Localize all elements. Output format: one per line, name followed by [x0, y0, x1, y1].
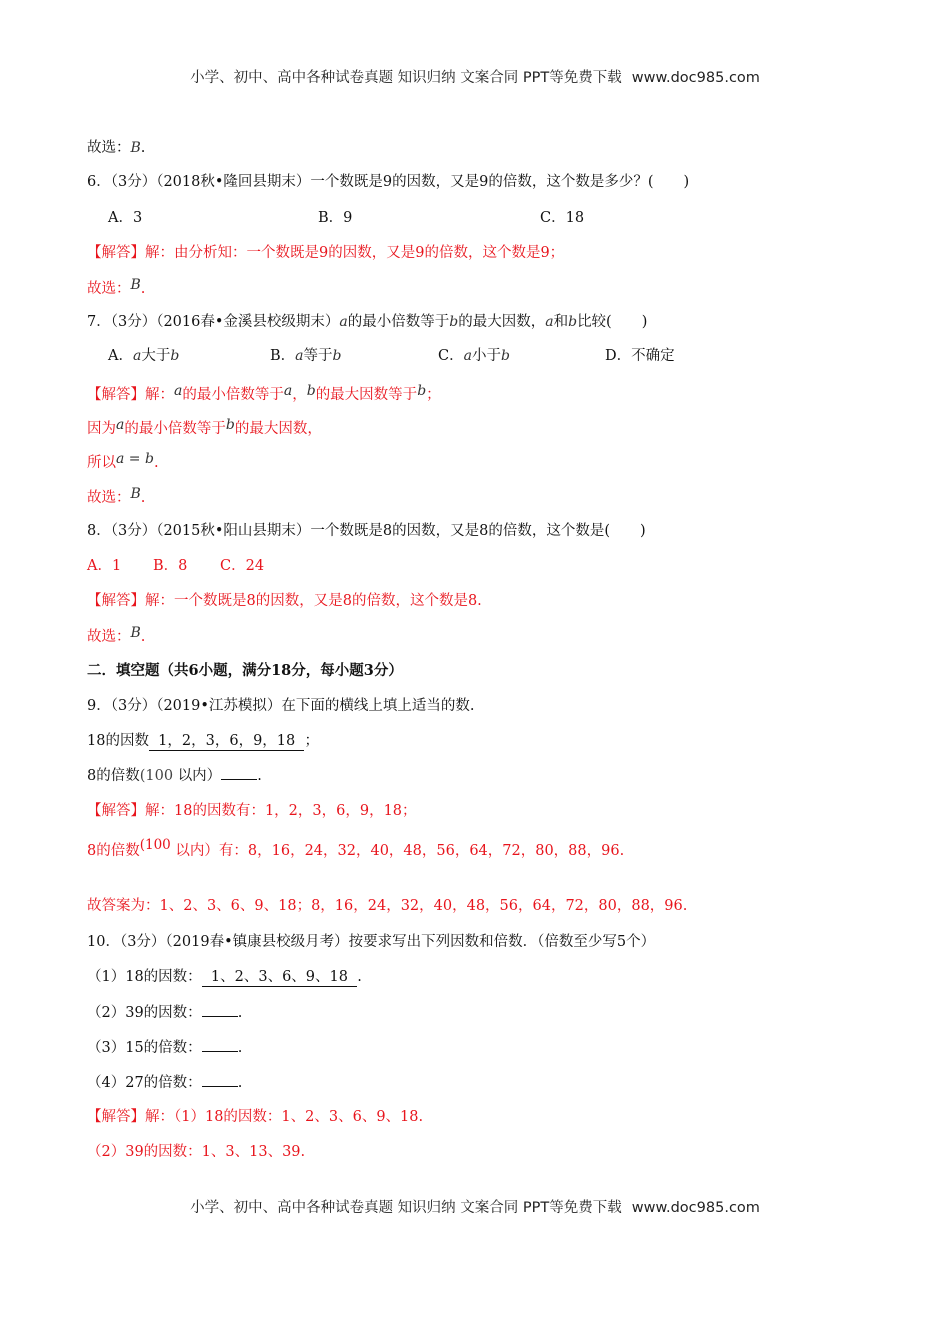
var-b: b: [332, 348, 342, 364]
fill-blank-answer: 1，2，3，6，9，18: [148, 733, 305, 749]
fill-blank: [202, 1037, 238, 1052]
stem-text: 比较(: [577, 314, 612, 330]
q9-line2: [87, 765, 262, 786]
choose-label: 故选：: [87, 281, 131, 297]
option-label: A．: [108, 348, 133, 364]
var-a: a: [463, 348, 472, 364]
choose-label: 故选：: [87, 629, 131, 645]
var-b: b: [306, 383, 316, 399]
var-a: a: [116, 417, 125, 433]
q7-choose-line: [87, 488, 145, 508]
choose-label: 故选：: [87, 140, 131, 156]
item-end: .: [357, 969, 362, 985]
solution-text: ，: [292, 387, 307, 403]
var-a: a: [283, 383, 293, 399]
q7-solution-line2: [87, 419, 322, 439]
q6-option-b: B．9: [318, 210, 353, 226]
item-prefix: （2）39的因数：: [87, 1005, 202, 1021]
solution-prefix: 所以: [87, 455, 116, 471]
q8-option-b: B．8: [153, 558, 188, 574]
period: .: [140, 281, 146, 297]
var-b: b: [500, 348, 510, 364]
q6-stem-text: 6．（3分）（2018秋•隆回县期末）一个数既是9的因数，又是9的倍数，这个数是多少？(: [87, 174, 654, 190]
choose-answer: B: [130, 277, 141, 293]
watermark-url: www.doc985.com: [631, 1200, 760, 1216]
period: .: [153, 455, 159, 471]
q10-item-3: [87, 1037, 242, 1058]
q8-option-c: C．24: [220, 558, 265, 574]
watermark-text: 小学、初中、高中各种试卷真题 知识归纳 文案合同 PPT等免费下载: [190, 70, 622, 86]
fill-blank: [202, 1002, 238, 1017]
q7-option-b: [270, 346, 341, 366]
option-text: 等于: [303, 348, 333, 364]
var-b: b: [449, 314, 459, 330]
solution-text: 以内）有：8，16，24，32，40，48，56，64，72，80，88，96.: [175, 843, 625, 859]
q7-option-a: [108, 346, 179, 366]
footer-watermark: [0, 1196, 950, 1217]
var-a: a: [545, 314, 554, 330]
q9-stem: 9．（3分）（2019•江苏模拟）在下面的横线上填上适当的数.: [87, 698, 475, 714]
var-b: b: [568, 314, 578, 330]
q10-solution-line2: （2）39的因数：1、3、13、39.: [87, 1144, 306, 1160]
solution-prefix: 8的倍数: [87, 843, 140, 859]
header-watermark: [0, 66, 950, 87]
q8-choose-line: [87, 627, 145, 647]
choose-label: 故选：: [87, 490, 131, 506]
solution-text: 的最小倍数等于: [182, 387, 284, 403]
q9-solution-line2: [87, 837, 625, 861]
fill-end: ；: [304, 733, 319, 749]
var-a: a: [295, 348, 304, 364]
q8-stem-close: ): [640, 523, 646, 539]
q8-stem-text: 8．（3分）（2015秋•阳山县期末）一个数既是8的因数，又是8的倍数，这个数是(: [87, 523, 611, 539]
solution-text: 的最大因数等于: [315, 387, 418, 403]
stem-text: 的最大因数，: [458, 314, 546, 330]
q10-item-4: [87, 1072, 242, 1093]
solution-text: 的最大因数，: [234, 421, 322, 437]
q6-option-a: A．3: [108, 210, 143, 226]
option-text: 不确定: [631, 348, 675, 364]
q7-option-d: [605, 346, 675, 366]
period: .: [140, 629, 146, 645]
item-end: .: [237, 1040, 243, 1056]
solution-prefix: 因为: [87, 421, 116, 437]
var-a: a: [339, 314, 348, 330]
var-a: a: [132, 348, 142, 364]
var-a: a: [174, 383, 183, 399]
paren-number: (100: [139, 768, 174, 784]
stem-text: 和: [553, 314, 569, 330]
item-end: .: [237, 1075, 243, 1091]
fill-suffix: 以内）: [177, 768, 222, 784]
option-label: B．: [270, 348, 296, 364]
q6-stem-close: ): [683, 174, 690, 190]
stem-text: 的最小倍数等于: [347, 314, 450, 330]
watermark-text: 小学、初中、高中各种试卷真题 知识归纳 文案合同 PPT等免费下载: [190, 1200, 622, 1216]
fill-prefix: 8的倍数: [87, 768, 140, 784]
solution-text: ；: [426, 387, 441, 403]
item-prefix: （4）27的倍数：: [87, 1075, 202, 1091]
q6-solution: 【解答】解：由分析知：一个数既是9的因数，又是9的倍数，这个数是9；: [87, 245, 565, 261]
fill-prefix: 18的因数: [87, 733, 149, 749]
fill-end: .: [257, 768, 262, 784]
solution-text: 的最小倍数等于: [124, 421, 226, 437]
q7-solution-line1: [87, 385, 441, 405]
q8-options: [87, 556, 487, 576]
paren-number: (100: [139, 837, 171, 853]
item-prefix: （3）15的倍数：: [87, 1040, 202, 1056]
q6-stem: [87, 172, 689, 192]
q7-options: [108, 346, 808, 366]
option-text: 大于: [141, 348, 171, 364]
q7-option-c: [438, 346, 510, 366]
q8-solution: 【解答】解：一个数既是8的因数，又是8的倍数，这个数是8.: [87, 593, 482, 609]
period: .: [140, 140, 146, 156]
option-label: C．: [438, 348, 464, 364]
q9-line1: [87, 731, 319, 751]
q6-options: [108, 208, 808, 228]
var-b: b: [417, 383, 427, 399]
fill-blank: [202, 1072, 238, 1087]
var-b: b: [170, 348, 180, 364]
fill-blank: [221, 765, 257, 780]
var-b: b: [225, 417, 235, 433]
q8-stem: [87, 521, 646, 541]
q7-stem: [87, 312, 647, 332]
q8-option-a: A．1: [87, 558, 122, 574]
q7-stem-prefix: 7．（3分）（2016春•金溪县校级期末）: [87, 314, 340, 330]
math-expression: a = b: [116, 451, 154, 467]
q7-solution-line3: [87, 453, 159, 473]
item-prefix: （1）18的因数：: [87, 969, 202, 985]
q10-item-1: [87, 967, 362, 987]
item-end: .: [237, 1005, 243, 1021]
q9-solution-line1: 【解答】解：18的因数有：1，2，3，6，9，18；: [87, 803, 417, 819]
period: .: [140, 490, 146, 506]
choose-answer: B: [130, 625, 141, 641]
option-text: 小于: [471, 348, 501, 364]
q10-stem: 10．（3分）（2019春•镇康县校级月考）按要求写出下列因数和倍数．（倍数至少写5个）: [87, 934, 656, 950]
q10-item-2: [87, 1002, 242, 1023]
q5-choose-line: [87, 138, 145, 158]
q7-stem-close: ): [641, 314, 648, 330]
section-heading: 二．填空题（共6小题，满分18分，每小题3分）: [87, 662, 403, 679]
q9-answer: 故答案为：1、2、3、6、9、18；8，16，24，32，40，48，56，64，72，80，88，96.: [87, 898, 688, 914]
option-label: D．: [605, 348, 632, 364]
q6-choose-line: [87, 279, 145, 299]
watermark-url: www.doc985.com: [631, 70, 760, 86]
q10-solution-line1: 【解答】解：（1）18的因数：1、2、3、6、9、18.: [87, 1109, 424, 1125]
q6-option-c: C．18: [540, 210, 585, 226]
choose-answer: B: [130, 486, 141, 502]
choose-answer: B: [130, 140, 141, 156]
solution-prefix: 【解答】解：: [87, 387, 174, 403]
fill-blank-answer: 1、2、3、6、9、18: [201, 969, 358, 985]
